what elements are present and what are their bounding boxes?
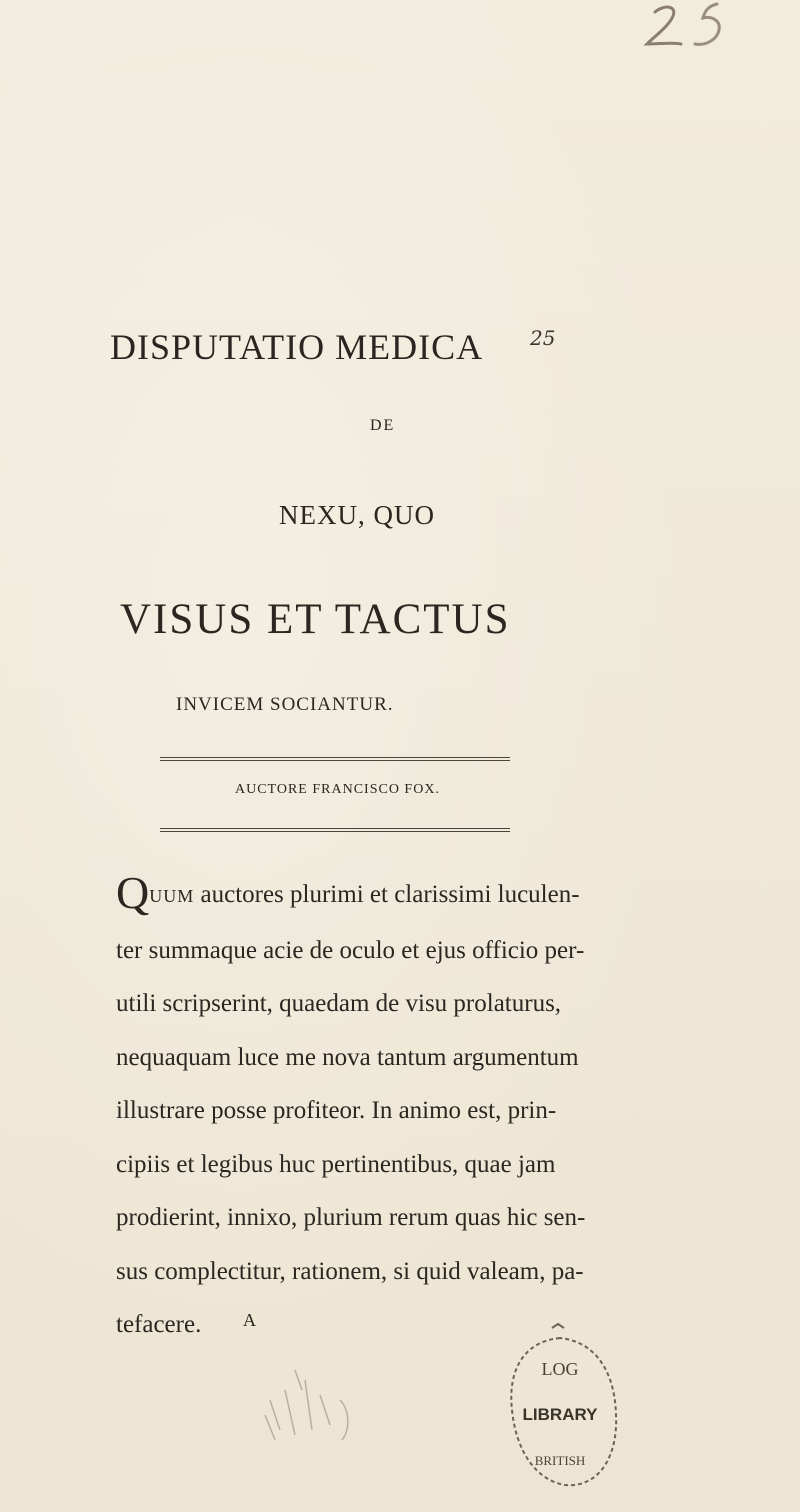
- stamp-middle-text: LIBRARY: [522, 1405, 598, 1424]
- body-line: [116, 868, 696, 924]
- subtitle-de: DE: [370, 417, 396, 434]
- stamp-bottom-text: BRITISH: [534, 1453, 586, 1468]
- subtitle-nexu: NEXU, QUO: [279, 500, 435, 530]
- faint-show-through-marks: [250, 1340, 380, 1460]
- body-line: sus complectitur, rationem, si quid valeam, pa-: [116, 1257, 584, 1285]
- handwritten-number: 25: [530, 326, 556, 350]
- handwritten-page-number: [625, 0, 745, 60]
- first-word-rest: UUM: [149, 886, 195, 906]
- title: DISPUTATIO MEDICA: [110, 327, 484, 367]
- line1-rest: auctores plurimi et clarissimi luculen-: [194, 881, 580, 908]
- body-paragraph: [116, 868, 696, 1352]
- body-line: prodierint, innixo, plurium rerum quas hic sen-: [116, 1204, 586, 1231]
- body-line: ter summaque acie de oculo et ejus officio per-: [116, 936, 585, 964]
- rule-top: [160, 757, 510, 761]
- library-stamp: [490, 1320, 630, 1500]
- author-line: AUCTORE FRANCISCO FOX.: [235, 782, 440, 797]
- subtitle-visus: VISUS ET TACTUS: [120, 596, 511, 643]
- body-line: nequaquam luce me nova tantum argumentum: [116, 1043, 579, 1071]
- body-line: cipiis et legibus huc pertinentibus, quae jam: [116, 1150, 556, 1178]
- rule-bottom: [160, 828, 510, 832]
- signature-mark: A: [243, 1310, 256, 1330]
- subtitle-invicem: INVICEM SOCIANTUR.: [176, 694, 394, 715]
- body-line: illustrare posse profiteor. In animo est, prin-: [116, 1097, 557, 1124]
- stamp-top-text: LOG: [541, 1359, 579, 1379]
- body-line: utili scripserint, quaedam de visu prolaturus,: [116, 990, 562, 1017]
- drop-cap: Q: [116, 867, 150, 918]
- body-line: tefacere.: [116, 1311, 202, 1338]
